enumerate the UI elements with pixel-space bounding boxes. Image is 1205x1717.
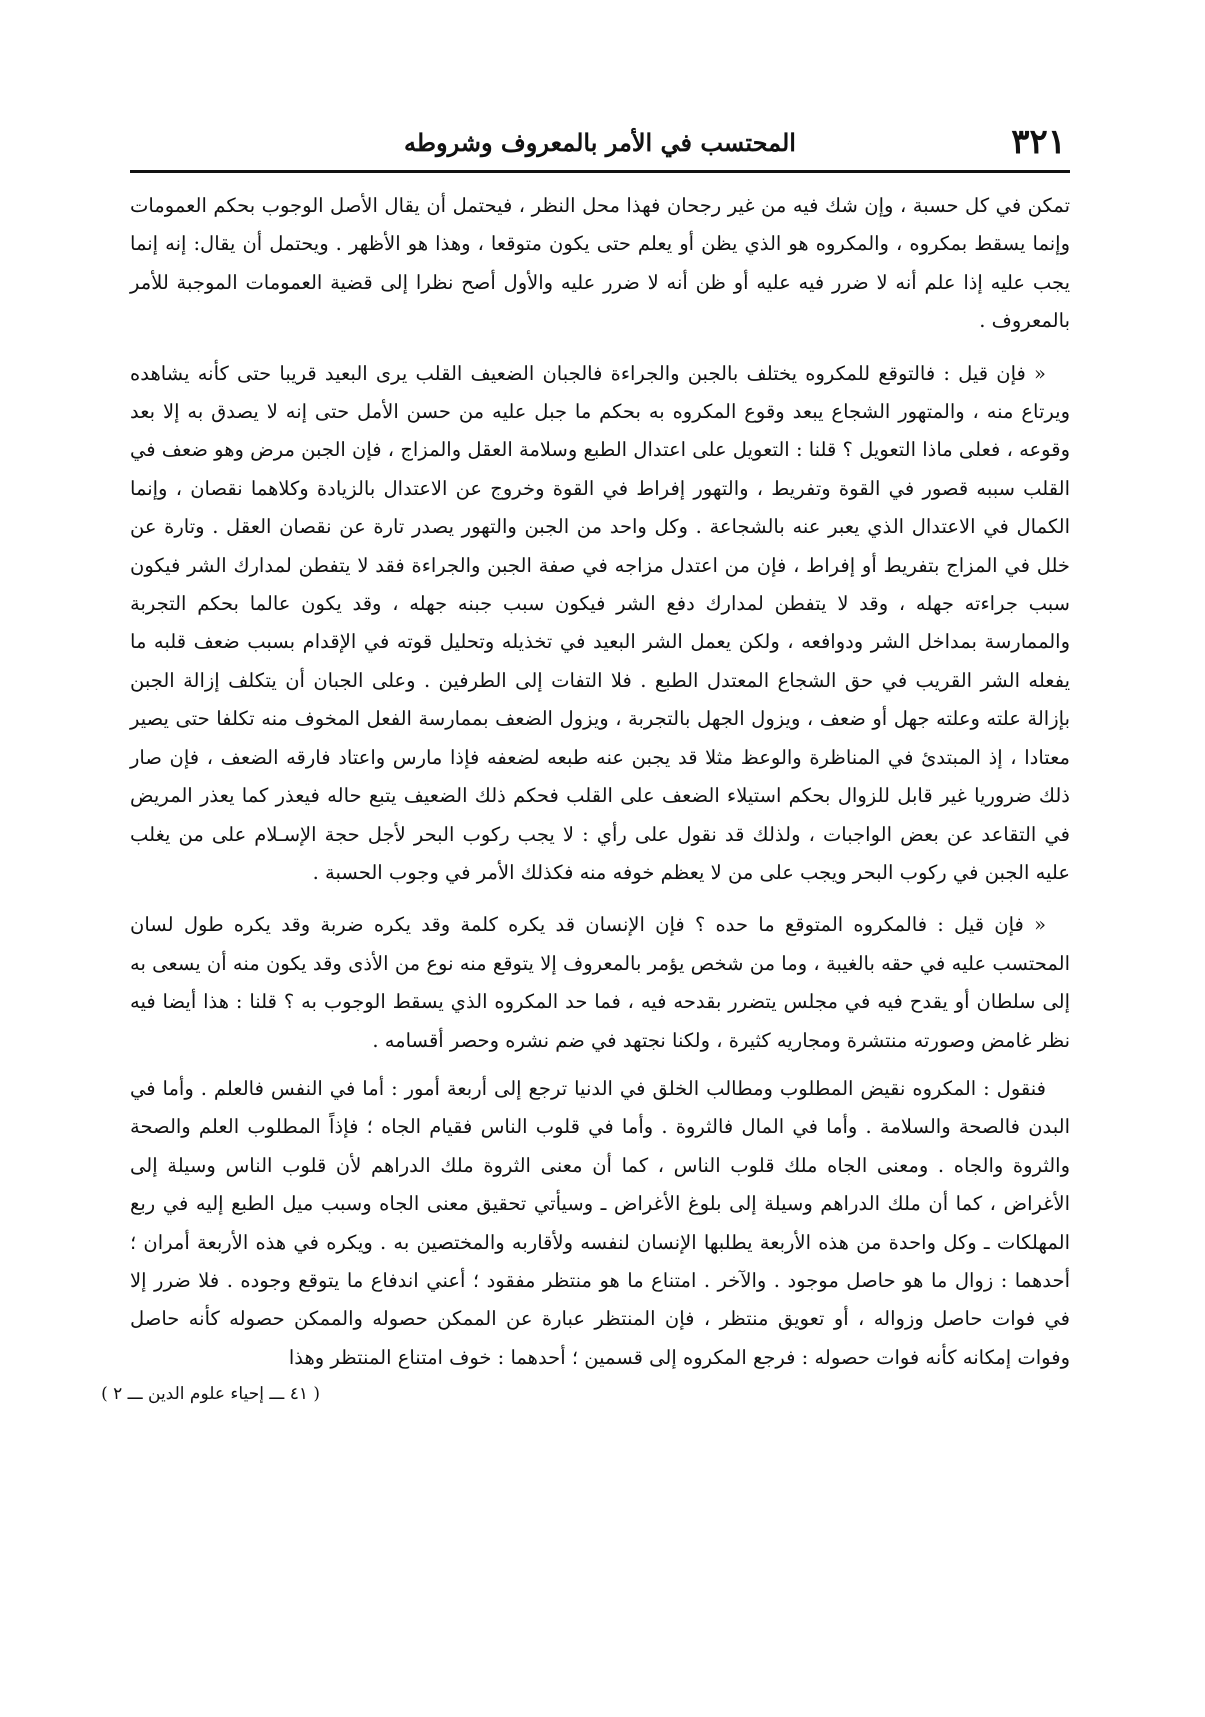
paragraph-question-definition: « فإن قيل : فالمكروه المتوقع ما حده ؟ فإن الإنسان قد يكره كلمة وقد يكره ضربة وقد يكره طول لسان المحتسب عليه في حقه بالغيبة ، وما من شخص يؤمر بالمعروف إلا يتوقع منه نوع من الأذى وقد يكون منه أن يسعى به إلى سلطان أو يقدح فيه في مجلس يتضرر بقدحه فيه ، فما حد المكروه الذي يسقط الوجوب به ؟ قلنا : هذا أيضا فيه نظر غامض وصورته منتشرة ومجاريه كثيرة ، ولكنا نجتهد في ضم نشره وحصر أقسامه . <box>130 913 1070 1052</box>
page-body <box>130 173 1070 1377</box>
page-header <box>130 112 1070 173</box>
paragraph-question-fear: « فإن قيل : فالتوقع للمكروه يختلف بالجبن والجراءة فالجبان الضعيف القلب يرى البعيد قريبا حتى كأنه يشاهده ويرتاع منه ، والمتهور الشجاع يبعد وقوع المكروه به بحكم ما جبل عليه من حسن الأمل حتى إنه لا يصدق به إلا بعد وقوعه ، فعلى ماذا التعويل ؟ قلنا : التعويل على اعتدال الطبع وسلامة العقل والمزاج ، فإن الجبن مرض وهو ضعف في القلب سببه قصور في القوة وتفريط ، والتهور إفراط في القوة وخروج عن الاعتدال بالزيادة وكلاهما نقصان ، وإنما الكمال في الاعتدال الذي يعبر عنه بالشجاعة . وكل واحد من الجبن والتهور يصدر تارة عن نقصان العقل . وتارة عن خلل في المزاج بتفريط أو إفراط ، فإن من اعتدل مزاجه في صفة الجبن والجراءة فقد لا يتفطن لمدارك الشر فيكون سبب جراءته جهله ، وقد لا يتفطن لمدارك دفع الشر فيكون سبب جبنه جهله ، وقد يكون عالما بحكم التجربة والممارسة بمداخل الشر ودوافعه ، ولكن يعمل الشر البعيد في تخذيله وتحليل قوته في الإقدام بسبب ضعف قلبه ما يفعله الشر القريب في حق الشجاع المعتدل الطبع . فلا التفات إلى الطرفين . وعلى الجبان أن يتكلف إزالة الجبن بإزالة علته وعلته جهل أو ضعف ، ويزول الجهل بالتجربة ، ويزول الضعف بممارسة الفعل المخوف منه تكلفا حتى يصير معتادا ، إذ المبتدئ في المناظرة والوعظ مثلا قد يجبن عنه طبعه لضعفه فإذا مارس واعتاد فارقه الضعف ، فإن صار ذلك ضروريا غير قابل للزوال بحكم استيلاء الضعف على القلب فحكم ذلك الضعيف يتبع حاله فيعذر كما يعذر المريض في التقاعد عن بعض الواجبات ، ولذلك قد نقول على رأي : لا يجب ركوب البحر لأجل حجة الإسـلام على من يغلب عليه الجبن في ركوب البحر ويجب على من لا يعظم خوفه منه فكذلك الأمر في وجوب الحسبة . <box>130 361 1070 884</box>
page-number: ٣٢١ <box>1011 122 1066 162</box>
paragraph-answer: فنقول : المكروه نقيض المطلوب ومطالب الخلق في الدنيا ترجع إلى أربعة أمور : أما في النفس فالعلم . وأما في البدن فالصحة والسلامة . وأما في المال فالثروة . وأما في قلوب الناس فقيام الجاه ؛ فإذاً المطلوب العلم والصحة والثروة والجاه . ومعنى الجاه ملك قلوب الناس ، كما أن معنى الثروة ملك الدراهم لأن قلوب الناس وسيلة إلى الأغراض ، كما أن ملك الدراهم وسيلة إلى بلوغ الأغراض ـ وسيأتي تحقيق معنى الجاه وسبب ميل الطبع إليه في ربع المهلكات ـ وكل واحدة من هذه الأربعة يطلبها الإنسان لنفسه ولأقاربه والمختصين به . ويكره في هذه الأربعة أمران ؛ أحدهما : زوال ما هو حاصل موجود . والآخر . امتناع ما هو منتظر مفقود ؛ أعني اندفاع ما يتوقع وجوده . فلا ضرر إلا في فوات حاصل وزواله ، أو تعويق منتظر ، فإن المنتظر عبارة عن الممكن حصوله والممكن حصوله كأنه حاصل وفوات إمكانه كأنه فوات حصوله : فرجع المكروه إلى قسمين ؛ أحدهما : خوف امتناع المنتظر وهذا <box>130 1076 1070 1369</box>
page-footer: ( ٤١ ـــ إحياء علوم الدين ـــ ٢ ) <box>101 1384 320 1405</box>
running-title: المحتسب في الأمر بالمعروف وشروطه <box>404 128 796 157</box>
book-page <box>101 112 1070 1409</box>
paragraph-continuation: تمكن في كل حسبة ، وإن شك فيه من غير رجحان فهذا محل النظر ، فيحتمل أن يقال الأصل الوجوب بحكم العمومات وإنما يسقط بمكروه ، والمكروه هو الذي يظن أو يعلم حتى يكون متوقعا ، وهذا هو الأظهر . ويحتمل أن يقال: إنه إنما يجب عليه إذا علم أنه لا ضرر فيه عليه أو ظن أنه لا ضرر عليه والأول أصح نظرا إلى قضية العمومات الموجبة للأمر بالمعروف . <box>130 194 1070 333</box>
